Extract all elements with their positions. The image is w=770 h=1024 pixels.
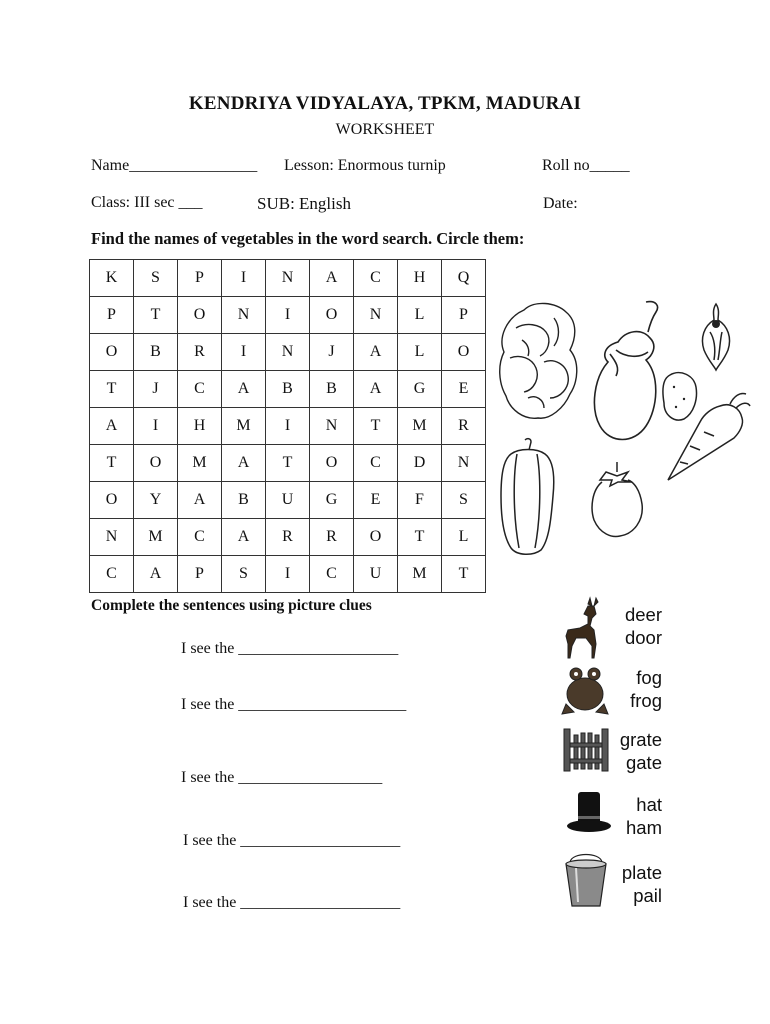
grid-cell: C bbox=[310, 556, 354, 593]
grid-cell: N bbox=[442, 445, 486, 482]
tomato-icon bbox=[588, 458, 646, 540]
grid-cell: O bbox=[90, 334, 134, 371]
grid-cell: A bbox=[90, 408, 134, 445]
name-field: Name________________ bbox=[91, 157, 258, 174]
grid-cell: G bbox=[398, 371, 442, 408]
grid-cell: T bbox=[354, 408, 398, 445]
grid-cell: S bbox=[222, 556, 266, 593]
grid-cell: S bbox=[134, 260, 178, 297]
grid-cell: I bbox=[266, 556, 310, 593]
grid-cell: I bbox=[222, 260, 266, 297]
grid-cell: T bbox=[398, 519, 442, 556]
grid-cell: L bbox=[398, 297, 442, 334]
grid-cell: Q bbox=[442, 260, 486, 297]
grid-row bbox=[90, 445, 486, 482]
grid-cell: K bbox=[90, 260, 134, 297]
class-field: Class: III sec ___ bbox=[91, 194, 203, 211]
grid-cell: I bbox=[266, 297, 310, 334]
grid-cell: T bbox=[90, 371, 134, 408]
grid-cell: O bbox=[442, 334, 486, 371]
grid-cell: M bbox=[134, 519, 178, 556]
grid-cell: T bbox=[90, 445, 134, 482]
grid-cell: P bbox=[178, 260, 222, 297]
school-title: KENDRIYA VIDYALAYA, TPKM, MADURAI bbox=[188, 93, 582, 114]
grid-cell: M bbox=[178, 445, 222, 482]
clue-gate-word-1: grate bbox=[619, 729, 662, 750]
grid-cell: E bbox=[354, 482, 398, 519]
sentence-5: I see the ____________________ bbox=[183, 894, 401, 911]
grid-cell: Y bbox=[134, 482, 178, 519]
grid-cell: N bbox=[266, 260, 310, 297]
grid-cell: M bbox=[398, 408, 442, 445]
grid-cell: B bbox=[222, 482, 266, 519]
grid-cell: R bbox=[442, 408, 486, 445]
grid-cell: P bbox=[442, 297, 486, 334]
grid-cell: O bbox=[90, 482, 134, 519]
grid-cell: C bbox=[178, 371, 222, 408]
grid-cell: N bbox=[354, 297, 398, 334]
grid-cell: B bbox=[310, 371, 354, 408]
sentence-2: I see the _____________________ bbox=[181, 696, 407, 713]
grid-cell: I bbox=[266, 408, 310, 445]
grid-cell: P bbox=[178, 556, 222, 593]
sentence-3: I see the __________________ bbox=[181, 769, 383, 786]
sentence-1: I see the ____________________ bbox=[181, 640, 399, 657]
grid-row bbox=[90, 334, 486, 371]
grid-cell: U bbox=[266, 482, 310, 519]
grid-cell: C bbox=[90, 556, 134, 593]
sentence-4: I see the ____________________ bbox=[183, 832, 401, 849]
grid-row bbox=[90, 260, 486, 297]
grid-cell: N bbox=[222, 297, 266, 334]
cabbage-icon bbox=[494, 298, 584, 423]
grid-cell: J bbox=[134, 371, 178, 408]
sentences-heading: Complete the sentences using picture clues bbox=[91, 597, 372, 614]
grid-cell: A bbox=[354, 334, 398, 371]
grid-cell: E bbox=[442, 371, 486, 408]
clue-frog-word-2: frog bbox=[630, 690, 662, 711]
grid-cell: H bbox=[398, 260, 442, 297]
grid-row bbox=[90, 408, 486, 445]
grid-cell: L bbox=[442, 519, 486, 556]
grid-cell: R bbox=[266, 519, 310, 556]
grid-cell: B bbox=[266, 371, 310, 408]
grid-row bbox=[90, 297, 486, 334]
grid-cell: O bbox=[310, 445, 354, 482]
grid-cell: A bbox=[354, 371, 398, 408]
grid-cell: C bbox=[354, 260, 398, 297]
grid-cell: B bbox=[134, 334, 178, 371]
grid-cell: A bbox=[310, 260, 354, 297]
grid-cell: D bbox=[398, 445, 442, 482]
clue-gate-word-2: gate bbox=[625, 752, 662, 773]
grid-cell: T bbox=[266, 445, 310, 482]
grid-cell: G bbox=[310, 482, 354, 519]
grid-row bbox=[90, 371, 486, 408]
grid-cell: A bbox=[222, 445, 266, 482]
grid-cell: O bbox=[310, 297, 354, 334]
grid-cell: S bbox=[442, 482, 486, 519]
wordsearch-grid bbox=[89, 259, 486, 593]
wordsearch-instruction: Find the names of vegetables in the word search. Circle them: bbox=[91, 229, 525, 248]
onion-icon bbox=[698, 302, 734, 372]
grid-row bbox=[90, 482, 486, 519]
clue-deer-word-1: deer bbox=[624, 604, 662, 625]
lesson-field: Lesson: Enormous turnip bbox=[284, 157, 446, 174]
grid-cell: T bbox=[442, 556, 486, 593]
grid-cell: M bbox=[222, 408, 266, 445]
grid-cell: O bbox=[134, 445, 178, 482]
grid-cell: U bbox=[354, 556, 398, 593]
grid-cell: R bbox=[178, 334, 222, 371]
roll-field: Roll no_____ bbox=[542, 157, 630, 174]
grid-row bbox=[90, 556, 486, 593]
subject-field: SUB: English bbox=[257, 194, 351, 213]
grid-cell: C bbox=[354, 445, 398, 482]
grid-cell: F bbox=[398, 482, 442, 519]
grid-cell: A bbox=[134, 556, 178, 593]
grid-cell: H bbox=[178, 408, 222, 445]
grid-cell: L bbox=[398, 334, 442, 371]
brinjal-icon bbox=[586, 298, 668, 448]
grid-cell: I bbox=[134, 408, 178, 445]
grid-cell: R bbox=[310, 519, 354, 556]
grid-cell: A bbox=[222, 371, 266, 408]
grid-cell: N bbox=[266, 334, 310, 371]
grid-cell: C bbox=[178, 519, 222, 556]
grid-cell: M bbox=[398, 556, 442, 593]
clue-pail-word-1: plate bbox=[621, 862, 662, 883]
grid-cell: J bbox=[310, 334, 354, 371]
grid-cell: I bbox=[222, 334, 266, 371]
clue-hat-word-2: ham bbox=[626, 817, 662, 838]
capsicum-icon bbox=[497, 436, 557, 556]
grid-cell: N bbox=[310, 408, 354, 445]
grid-cell: O bbox=[178, 297, 222, 334]
carrot-icon bbox=[660, 388, 752, 483]
grid-cell: T bbox=[134, 297, 178, 334]
grid-cell: N bbox=[90, 519, 134, 556]
clue-pail-word-2: pail bbox=[633, 885, 662, 906]
grid-cell: P bbox=[90, 297, 134, 334]
grid-cell: A bbox=[222, 519, 266, 556]
grid-row bbox=[90, 519, 486, 556]
clue-deer-word-2: door bbox=[624, 627, 662, 648]
clue-hat-word-1: hat bbox=[636, 794, 662, 815]
deer-icon bbox=[560, 596, 608, 660]
date-field: Date: bbox=[543, 195, 578, 212]
grid-cell: A bbox=[178, 482, 222, 519]
clue-frog-word-1: fog bbox=[636, 667, 662, 688]
worksheet-subtitle: WORKSHEET bbox=[335, 121, 435, 138]
grid-cell: O bbox=[354, 519, 398, 556]
